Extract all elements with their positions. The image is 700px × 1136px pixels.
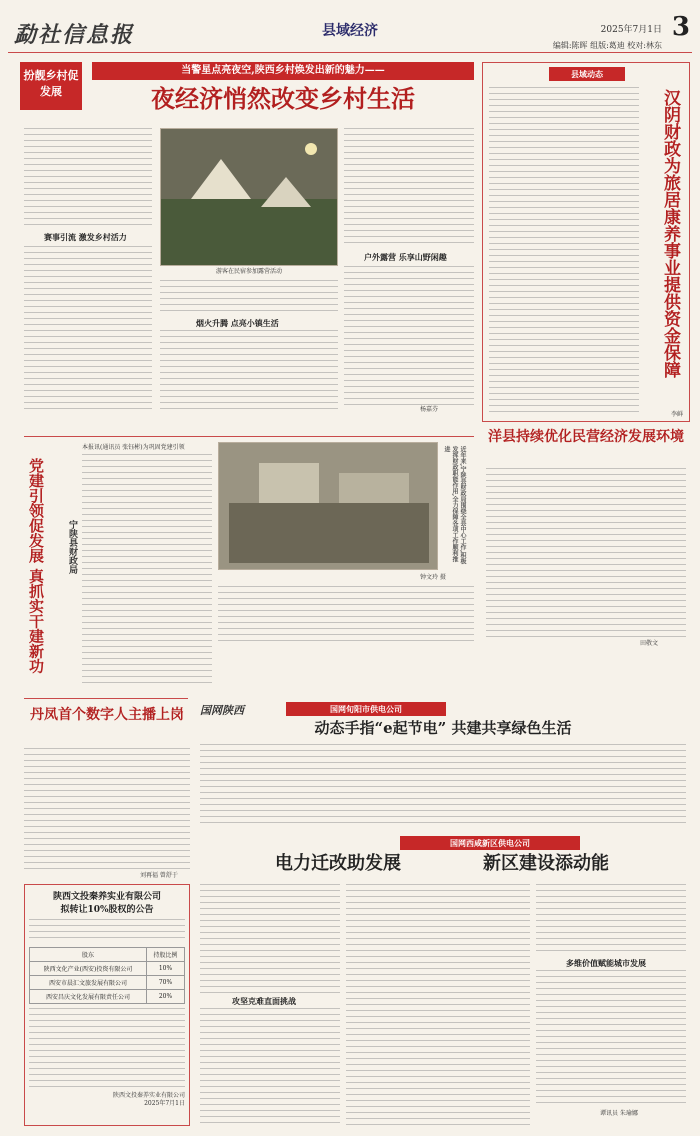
lead-body-col2b [160, 330, 338, 414]
lead-byline: 杨嘉芬 [420, 406, 439, 413]
lead-subhead-3: 户外露营 乐享山野闲趣 [364, 252, 447, 262]
section-name: 县域经济 [322, 23, 378, 39]
table-row [30, 976, 185, 990]
xunyang-banner: 国网旬阳市供电公司 [286, 702, 446, 716]
xincheng-body-col1 [200, 884, 340, 994]
county-box-vertical-title: 汉阴财政为旅居康养事业提供资金保障 [660, 89, 680, 378]
notice-signature: 陕西文投秦养实业有限公司 [112, 1092, 185, 1099]
lead-photo-caption: 游客在民宿参加露营活动 [215, 268, 282, 275]
xincheng-headline-right: 新区建设添动能 [483, 853, 609, 874]
xincheng-body-col3b [536, 970, 686, 1108]
notice-table-header: 股东 [30, 948, 147, 962]
notice-subtitle: 拟转让10%股权的公告 [60, 905, 154, 915]
notice-table-header: 持股比例 [147, 948, 185, 962]
xunyang-body [200, 744, 686, 828]
lead-body-col1 [24, 128, 152, 228]
yang-body [486, 468, 686, 638]
lead-body-col1b [24, 246, 152, 414]
notice-body [29, 1008, 185, 1092]
fengtai-byline: 刘再福 曾舒于 [140, 872, 178, 879]
notice-title: 陕西文投秦养实业有限公司 [52, 892, 161, 902]
fengtai-headline: 丹凤首个数字人主播上岗 [30, 707, 184, 723]
lead-subhead-1: 赛事引流 激发乡村活力 [44, 232, 127, 242]
masthead: 勐社信息报 [14, 22, 135, 48]
issue-date: 2025年7月1日 [600, 25, 662, 35]
table-cell: 70% [147, 976, 185, 990]
xincheng-body-col3 [536, 884, 686, 954]
xincheng-headline-left: 电力迁改助发展 [275, 853, 401, 874]
party-photo-caption: 近年来,宁陕县财政局围绕全县中心工作,积极发挥财政职能作用,全力保障各项工作顺利推进 [443, 446, 466, 565]
yang-headline: 洋县持续优化民营经济发展环境 [488, 429, 684, 445]
table-row [30, 962, 185, 976]
table-cell: 20% [147, 990, 185, 1004]
editor-line: 编辑:陈晖 组版:葛迪 校对:林东 [552, 41, 662, 50]
county-box [482, 62, 690, 422]
lead-body-col3 [344, 128, 474, 248]
party-body [82, 454, 212, 686]
notice-signature-date: 2025年7月1日 [144, 1100, 185, 1107]
county-box-header: 县域动态 [549, 67, 625, 81]
yang-byline: 田敬文 [640, 640, 659, 647]
left-rule [24, 698, 188, 699]
lead-body-col3b [344, 266, 474, 406]
table-cell: 西安市晨汇文旅发展有限公司 [30, 976, 147, 990]
table-cell: 西安昌庆文化发展有限责任公司 [30, 990, 147, 1004]
party-byline: 钟文玲 摄 [420, 574, 446, 581]
lead-body-col2 [160, 280, 338, 316]
xincheng-subhead-1: 攻坚克难直面挑战 [232, 996, 296, 1006]
power-logo: 国网陕西 [200, 704, 244, 717]
header-rule [8, 52, 692, 53]
xincheng-subhead-2: 多维价值赋能城市发展 [566, 958, 646, 968]
party-photo [218, 442, 438, 570]
table-cell: 陕西文化产业(西安)投资有限公司 [30, 962, 147, 976]
party-vertical-title: 党建引领促发展 真抓实干建新功 [27, 458, 45, 674]
lead-photo [160, 128, 338, 266]
county-box-body [489, 87, 639, 413]
lead-kicker: 当警星点亮夜空,陕西乡村焕发出新的魅力—— [92, 62, 474, 80]
xincheng-byline: 谭讯员 朱瑜娜 [600, 1110, 638, 1117]
column-tag: 扮靓乡村促发展 [20, 62, 82, 110]
county-box-byline: 李鲜 [670, 411, 683, 418]
notice-table [29, 947, 185, 1004]
mid-rule [24, 436, 474, 437]
party-photo-text [218, 586, 474, 646]
table-row [30, 990, 185, 1004]
fengtai-body [24, 748, 190, 870]
notice-box [24, 884, 190, 1126]
page-number: 3 [671, 12, 690, 42]
xincheng-body-col1b [200, 1008, 340, 1126]
xincheng-body-col2 [346, 884, 530, 1126]
lead-subhead-2: 烟火升腾 点亮小镇生活 [196, 318, 279, 328]
notice-intro [29, 919, 185, 943]
table-cell: 10% [147, 962, 185, 976]
party-intro: 本报讯(通讯员 张钰彬)为巩固党建引领 [82, 444, 185, 451]
lead-headline: 夜经济悄然改变乡村生活 [151, 84, 415, 113]
xincheng-banner: 国网西咸新区供电公司 [400, 836, 580, 850]
party-sub-vertical: 宁陕县财政局 [67, 520, 77, 574]
xunyang-headline: 动态手指“e起节电” 共建共享绿色生活 [314, 719, 572, 737]
